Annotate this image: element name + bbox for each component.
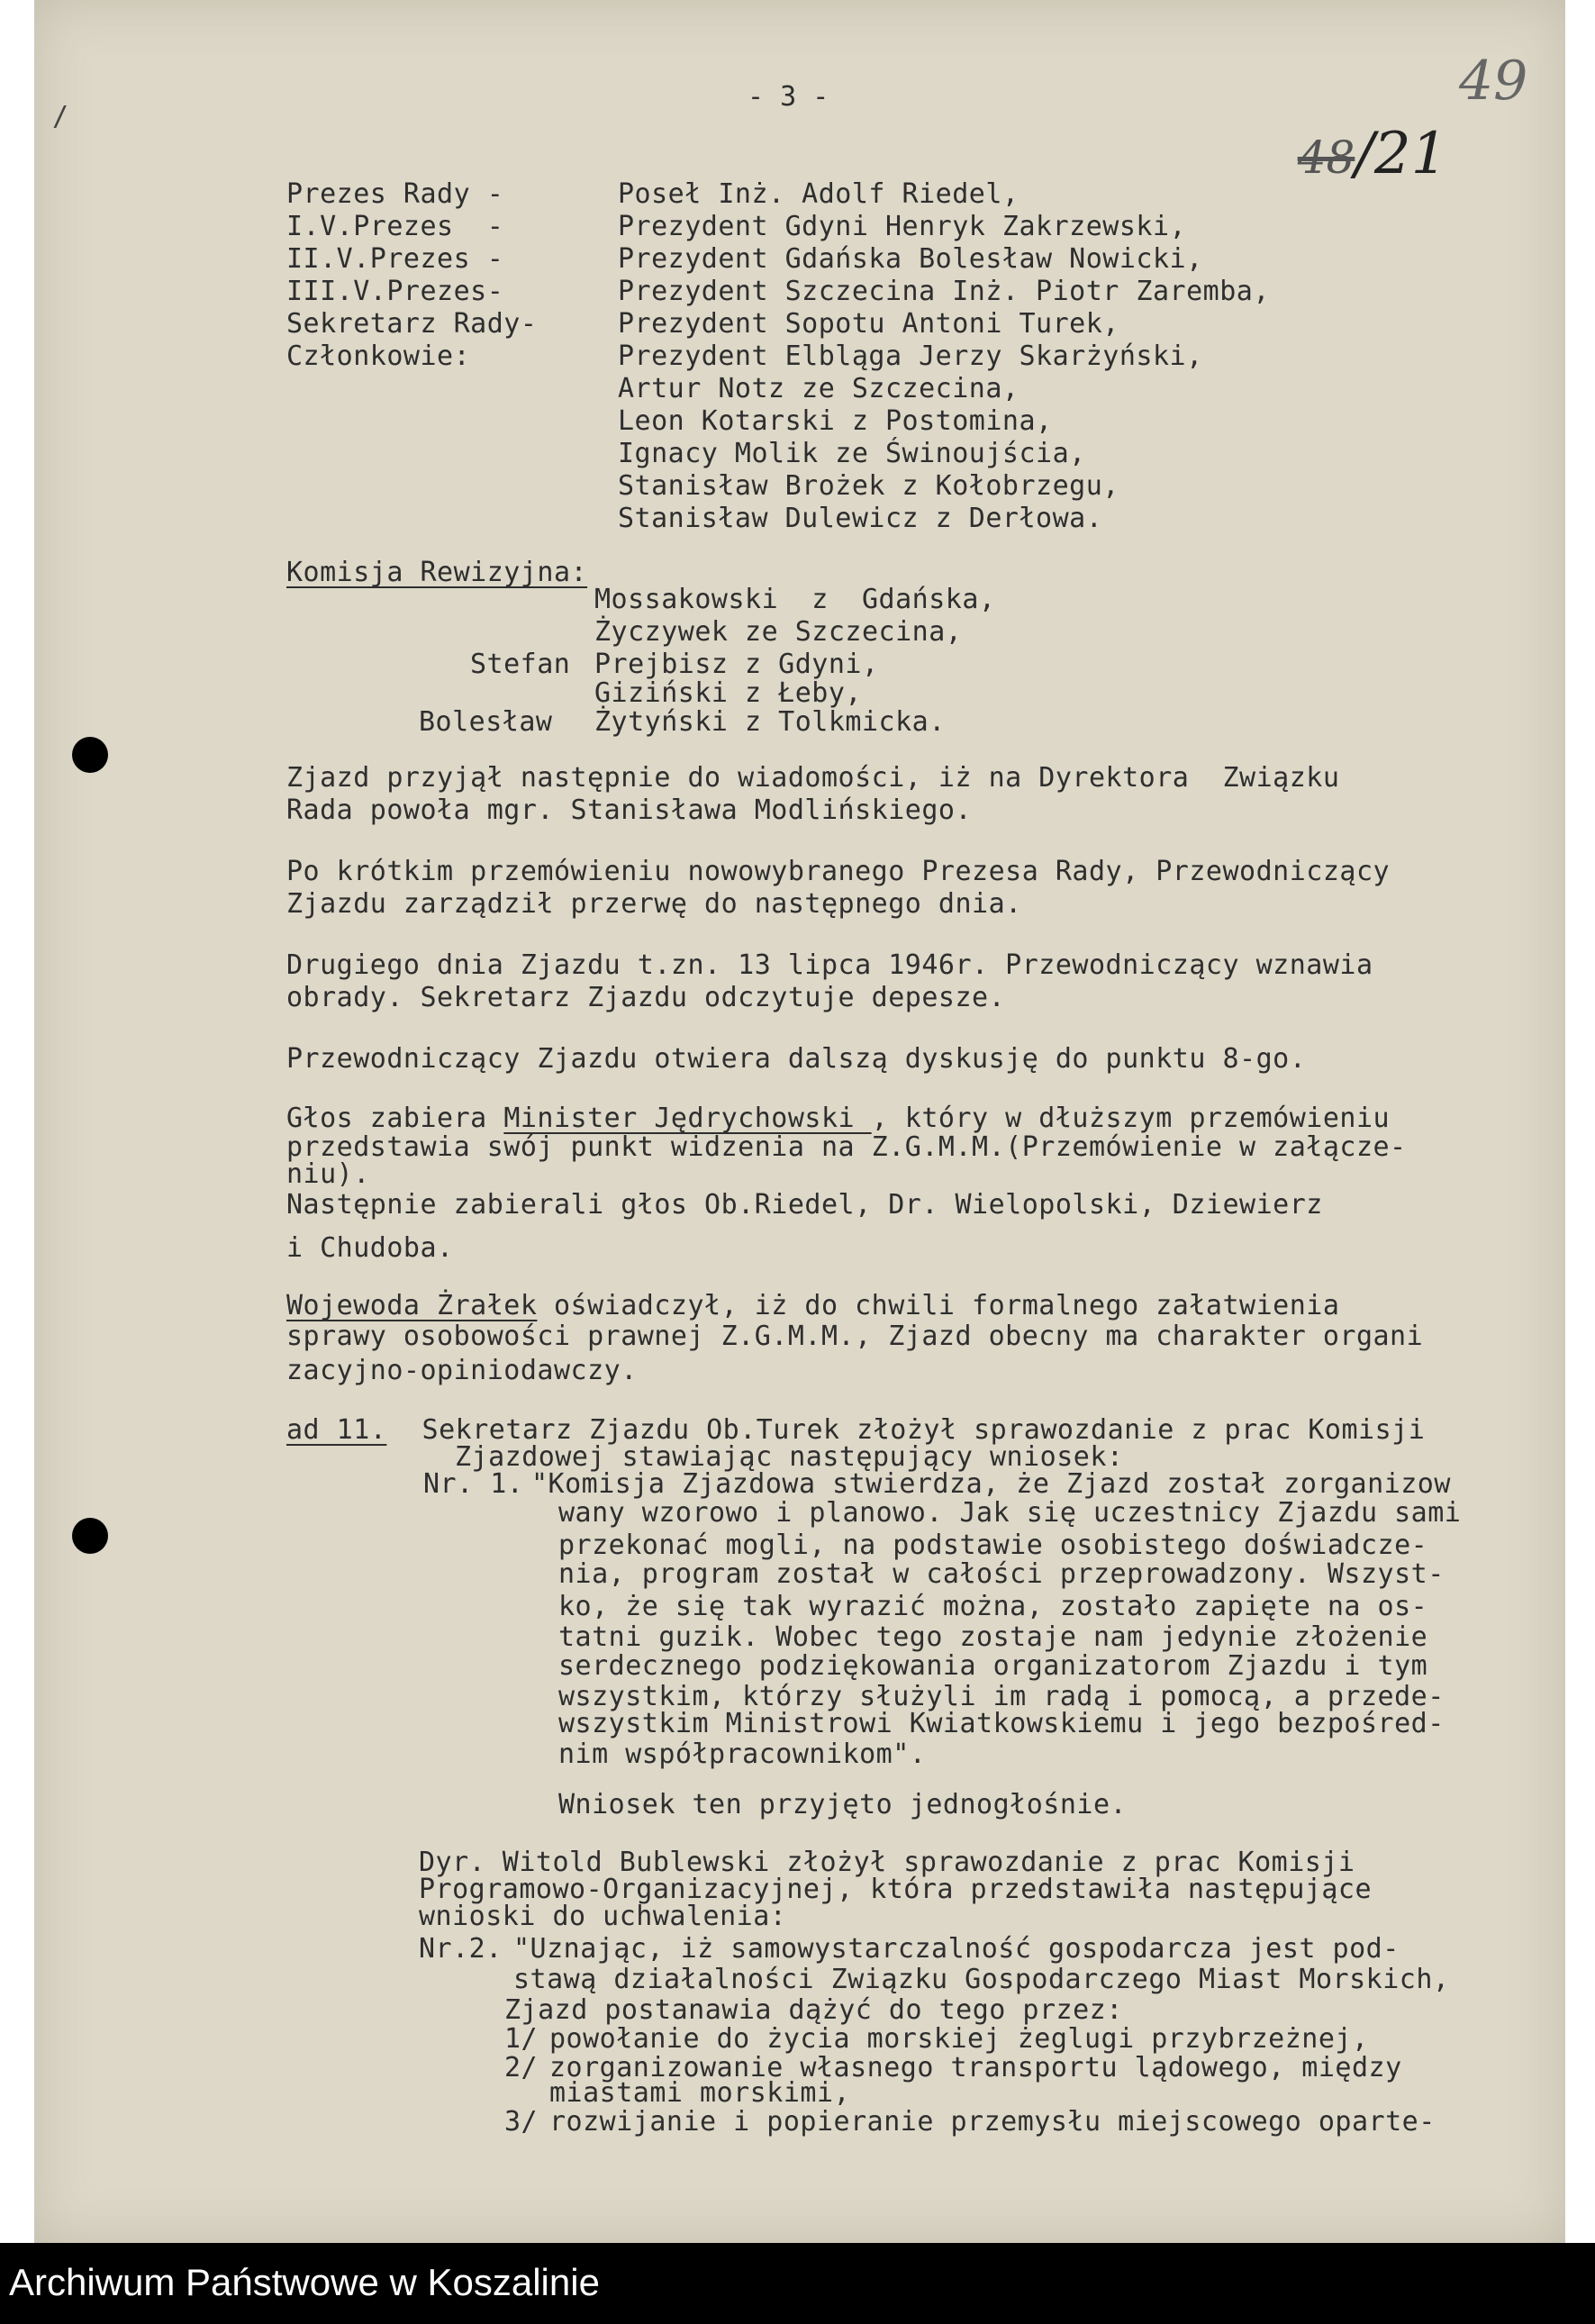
text-run: oświadczył, iż do chwili formalnego załatwienia xyxy=(537,1290,1340,1321)
council-role: Członkowie: xyxy=(286,340,471,372)
council-name: Leon Kotarski z Postomina, xyxy=(618,405,1053,437)
list-number: 1/ xyxy=(504,2023,539,2055)
archive-credit: Archiwum Państwowe w Koszalinie xyxy=(9,2261,600,2303)
paragraph-line: Sekretarz Zjazdu Ob.Turek złożył sprawozdanie z prac Komisji xyxy=(405,1414,1426,1446)
motion-line: wany wzorowo i planowo. Jak się uczestnicy Zjazdu sami xyxy=(558,1497,1462,1529)
council-name: Prezydent Elbląga Jerzy Skarżyński, xyxy=(618,340,1203,372)
paragraph-line: i Chudoba. xyxy=(286,1232,454,1264)
motion-line: ko, że się tak wyrazić można, zostało zapięte na os- xyxy=(558,1591,1428,1622)
punch-hole-bottom xyxy=(72,1518,108,1554)
paragraph-line: obrady. Sekretarz Zjazdu odczytuje depesze. xyxy=(286,982,1006,1013)
council-role: Sekretarz Rady- xyxy=(286,308,538,340)
paragraph-line: Zjazdu zarządził przerwę do następnego dnia. xyxy=(286,888,1022,920)
council-name: Ignacy Molik ze Świnoujścia, xyxy=(618,438,1086,469)
archive-annotation: 48/21 xyxy=(1297,121,1448,187)
motion-line: "Uznając, iż samowystarczalność gospodarcza jest pod- xyxy=(513,1933,1400,1965)
paragraph-line: przedstawia swój punkt widzenia na Z.G.M.M.(Przemówienie w załącze- xyxy=(286,1131,1407,1163)
council-name: Artur Notz ze Szczecina, xyxy=(618,373,1020,404)
motion-line: nim współpracownikom". xyxy=(558,1738,927,1770)
motion-line: serdecznego podziękowania organizatorom Zjazdu i tym xyxy=(558,1650,1428,1682)
audit-member: Giziński z Łeby, xyxy=(594,677,862,709)
paragraph-line: Rada powoła mgr. Stanisława Modlińskiego. xyxy=(286,794,973,826)
audit-heading: Komisja Rewizyjna: xyxy=(286,557,588,588)
paragraph-line: Drugiego dnia Zjazdu t.zn. 13 lipca 1946r. Przewodniczący wznawia xyxy=(286,949,1373,981)
list-text: powołanie do życia morskiej żeglugi przybrzeżnej, xyxy=(549,2023,1369,2055)
motion-label: Nr.2. xyxy=(419,1933,503,1965)
motion-line: tatni guzik. Wobec tego zostaje nam jedynie złożenie xyxy=(558,1621,1428,1653)
punch-hole-top xyxy=(72,737,108,773)
paragraph-line xyxy=(286,1290,1339,1321)
council-name: Prezydent Gdyni Henryk Zakrzewski, xyxy=(618,211,1187,242)
underlined-name: Wojewoda Żrałek xyxy=(286,1290,538,1321)
audit-first-name: Stefan xyxy=(470,649,571,680)
underlined-name: Minister Jędrychowski xyxy=(503,1103,872,1134)
council-name: Stanisław Brożek z Kołobrzegu, xyxy=(618,470,1119,502)
paragraph-line xyxy=(286,1103,1390,1134)
list-number: 2/ xyxy=(504,2052,539,2083)
agenda-label: ad 11. xyxy=(286,1414,387,1446)
audit-member: Życzywek ze Szczecina, xyxy=(594,616,963,648)
motion-line: wszystkim Ministrowi Kwiatkowskiemu i jego bezpośred- xyxy=(558,1708,1445,1739)
council-name: Prezydent Gdańska Bolesław Nowicki, xyxy=(618,243,1203,275)
motion-line: "Komisja Zjazdowa stwierdza, że Zjazd został zorganizow xyxy=(531,1468,1451,1500)
list-number: 3/ xyxy=(504,2106,539,2138)
motion-line: Zjazd postanawia dążyć do tego przez: xyxy=(504,1994,1123,2026)
council-name: Stanisław Dulewicz z Derłowa. xyxy=(618,503,1103,534)
paragraph-line: Przewodniczący Zjazdu otwiera dalszą dyskusję do punktu 8-go. xyxy=(286,1043,1307,1075)
audit-first-name: Bolesław xyxy=(419,706,553,738)
ink-annotation: 21 xyxy=(1373,121,1448,187)
paragraph-line: sprawy osobowości prawnej Z.G.M.M., Zjazd obecny ma charakter organi xyxy=(286,1321,1424,1352)
motion-line: Wniosek ten przyjęto jednogłośnie. xyxy=(558,1789,1128,1820)
council-name: Prezydent Sopotu Antoni Turek, xyxy=(618,308,1119,340)
paragraph-line: Zjazdowej stawiając następujący wniosek: xyxy=(455,1441,1124,1473)
motion-line: stawą działalności Związku Gospodarczego Miast Morskich, xyxy=(513,1964,1450,1995)
motion-line: przekonać mogli, na podstawie osobistego doświadcze- xyxy=(558,1530,1428,1561)
council-name: Prezydent Szczecina Inż. Piotr Zaremba, xyxy=(618,276,1270,307)
paragraph-line: Dyr. Witold Bublewski złożył sprawozdanie z prac Komisji xyxy=(419,1847,1355,1878)
paragraph-line: Następnie zabierali głos Ob.Riedel, Dr. Wielopolski, Dziewierz xyxy=(286,1189,1323,1221)
list-text: rozwijanie i popieranie przemysłu miejscowego oparte- xyxy=(549,2106,1436,2138)
pencil-annotation: 49 xyxy=(1459,50,1528,113)
audit-member: Żytyński z Tolkmicka. xyxy=(594,706,946,738)
paragraph-line: Zjazd przyjął następnie do wiadomości, iż na Dyrektora Związku xyxy=(286,762,1340,794)
paragraph-line: Programowo-Organizacyjnej, która przedstawiła następujące xyxy=(419,1874,1373,1905)
motion-label: Nr. 1. xyxy=(423,1468,524,1500)
list-text: miastami morskimi, xyxy=(549,2077,851,2109)
text-run: Głos zabiera xyxy=(286,1103,504,1134)
paragraph-line: zacyjno-opiniodawczy. xyxy=(286,1355,638,1386)
council-role: II.V.Prezes - xyxy=(286,243,504,275)
paragraph-line: wnioski do uchwalenia: xyxy=(419,1901,787,1932)
council-role: I.V.Prezes - xyxy=(286,211,504,242)
list-text: zorganizowanie własnego transportu lądowego, między xyxy=(549,2052,1402,2083)
motion-line: wszystkim, którzy służyli im radą i pomocą, a przede- xyxy=(558,1681,1445,1712)
motion-line: nia, program został w całości przeprowadzony. Wszyst- xyxy=(558,1558,1445,1590)
paragraph-line: Po krótkim przemówieniu nowowybranego Prezesa Rady, Przewodniczący xyxy=(286,856,1391,887)
council-role: Prezes Rady - xyxy=(286,178,504,210)
margin-mark: / xyxy=(52,101,69,132)
text-run: , który w dłuższym przemówieniu xyxy=(871,1103,1391,1134)
page-number: - 3 - xyxy=(748,81,829,113)
council-name: Poseł Inż. Adolf Riedel, xyxy=(618,178,1020,210)
audit-member: Mossakowski z Gdańska, xyxy=(594,584,996,615)
audit-member: Prejbisz z Gdyni, xyxy=(594,649,879,680)
paragraph-line: niu). xyxy=(286,1158,370,1190)
council-role: III.V.Prezes- xyxy=(286,276,504,307)
struck-annotation: 48 xyxy=(1297,132,1355,184)
